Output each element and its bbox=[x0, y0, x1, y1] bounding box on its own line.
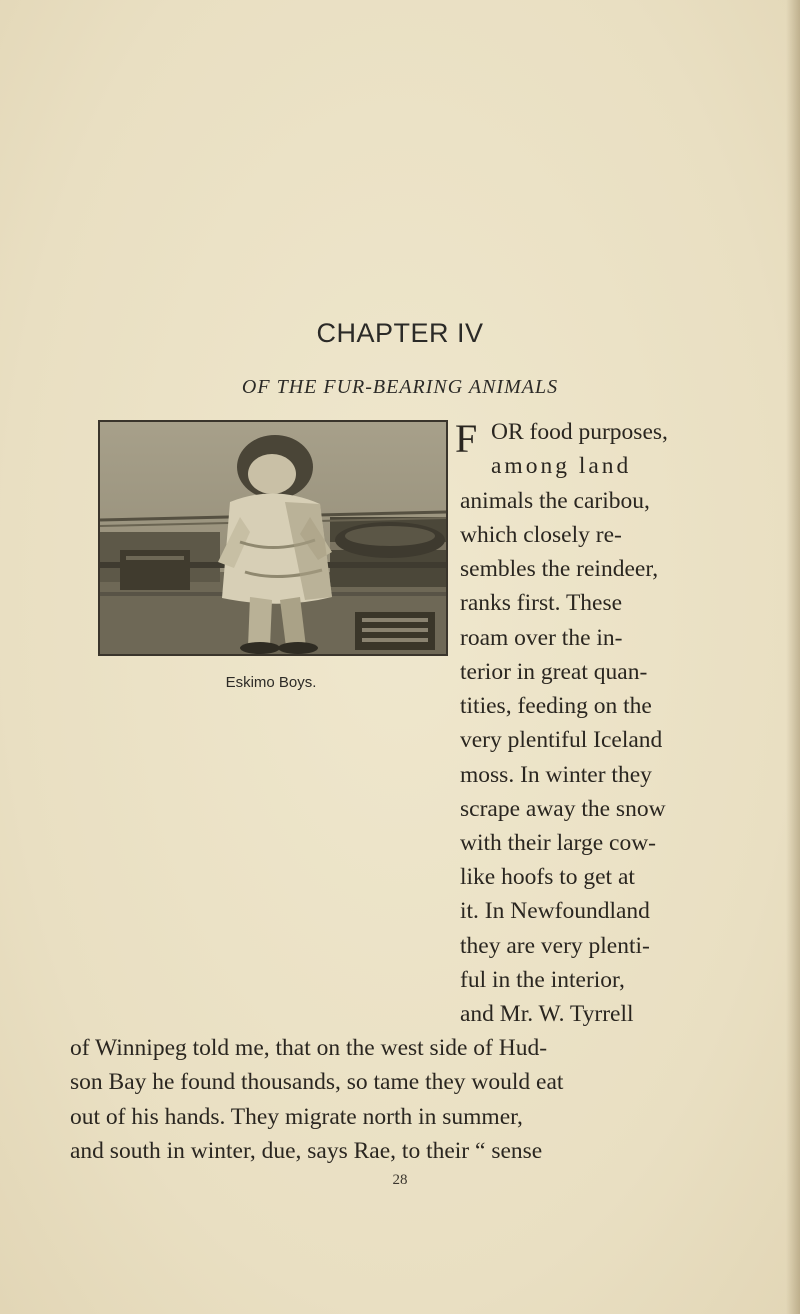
text-line: like hoofs to get at bbox=[460, 864, 635, 890]
text-line: animals the caribou, bbox=[460, 488, 650, 514]
text-line: very plentiful Iceland bbox=[460, 727, 663, 753]
chapter-title: CHAPTER IV bbox=[316, 318, 484, 348]
chapter-subtitle: OF THE FUR-BEARING ANIMALS bbox=[241, 376, 559, 398]
drop-cap: F bbox=[455, 416, 478, 461]
text-line: scrape away the snow bbox=[460, 796, 666, 822]
text-line: son Bay he found thousands, so tame they would eat bbox=[70, 1069, 564, 1095]
text-line: with their large cow- bbox=[460, 830, 656, 856]
text-line: roam over the in- bbox=[460, 625, 623, 651]
text-line: OR food purposes, bbox=[491, 419, 668, 445]
text-line: moss. In winter they bbox=[460, 762, 652, 788]
text-line-content: among land bbox=[491, 453, 632, 479]
text-line: sembles the reindeer, bbox=[460, 556, 659, 582]
text-line: out of his hands. They migrate north in summer, bbox=[70, 1104, 523, 1130]
text-line: ranks first. These bbox=[460, 590, 623, 616]
text-line: terior in great quan- bbox=[460, 659, 648, 685]
text-line: and south in winter, due, says Rae, to their “ sense bbox=[70, 1138, 543, 1164]
text-line: and Mr. W. Tyrrell bbox=[460, 1001, 634, 1027]
text-line bbox=[491, 455, 780, 479]
figure-caption: Eskimo Boys. bbox=[225, 674, 317, 691]
text-line: ful in the interior, bbox=[460, 967, 625, 993]
text-line: tities, feeding on the bbox=[460, 693, 652, 719]
text-line: they are very plenti- bbox=[460, 933, 650, 959]
photograph-illustration bbox=[100, 422, 446, 654]
text-line: which closely re- bbox=[460, 522, 622, 548]
text-line: it. In Newfoundland bbox=[460, 898, 650, 924]
text-line: of Winnipeg told me, that on the west side of Hud- bbox=[70, 1035, 548, 1061]
page-edge-shadow bbox=[786, 0, 800, 1314]
page-number: 28 bbox=[392, 1172, 408, 1188]
eskimo-boys-photograph bbox=[98, 420, 448, 656]
